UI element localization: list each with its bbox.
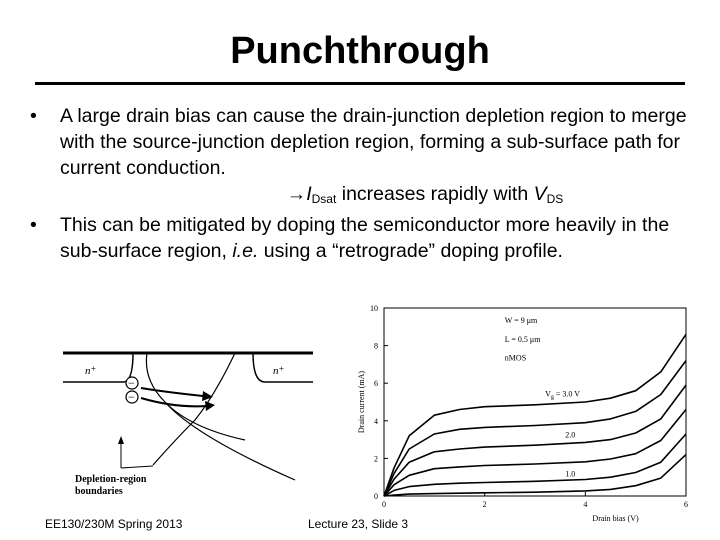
bullet-1-text: A large drain bias can cause the drain-junction depletion region to merge with the source-junction depletion region, forming a sub-surface path for current conduction.	[60, 105, 687, 179]
footer-course: EE130/230M Spring 2013	[45, 517, 183, 531]
pointer-1-arrowhead-icon	[118, 436, 124, 444]
iv-curve-4	[384, 410, 686, 497]
x-tick-label: 6	[684, 500, 688, 509]
bullet-2-text-before: This can be mitigated by doping the semiconductor more heavily in the sub-surface region,	[60, 214, 670, 262]
current-arrow-2-icon	[141, 398, 207, 406]
current-arrow-1-icon	[141, 388, 203, 396]
bullet-list	[30, 103, 710, 264]
electron-2-sign: −	[128, 390, 135, 404]
result-middle-text: increases rapidly with	[336, 183, 534, 205]
depletion-label-line2: boundaries	[75, 486, 123, 497]
arrow-icon: →	[286, 183, 307, 205]
punchthrough-diagram	[55, 340, 325, 510]
curve-label-mid: 2.0	[565, 430, 576, 440]
slide-title: Punchthrough	[230, 30, 490, 72]
curve-label-top: $V_g = 3.0$ V	[545, 389, 581, 401]
source-junction	[63, 353, 133, 382]
label-pointer-2	[121, 466, 153, 468]
depletion-boundary-1	[146, 353, 245, 440]
title-underline	[35, 82, 685, 85]
footer-slide-number: Lecture 23, Slide 3	[308, 517, 409, 531]
vds-symbol: V	[533, 183, 547, 205]
bullet-2-text-italic: i.e.	[232, 240, 259, 262]
idsat-subscript: Dsat	[311, 192, 337, 206]
bullet-1	[30, 103, 710, 212]
x-axis-label: Drain bias (V)	[592, 514, 639, 523]
iv-curve-5	[384, 434, 686, 496]
n-plus-left-label: n⁺	[85, 365, 97, 377]
bullet-2	[30, 212, 710, 264]
vds-subscript: DS	[546, 192, 564, 206]
x-tick-label: 2	[482, 500, 487, 509]
y-tick-label: 6	[374, 379, 378, 389]
idsat-symbol: I	[306, 183, 312, 205]
x-tick-label: 0	[382, 500, 386, 509]
depletion-label-line1: Depletion-region	[75, 474, 147, 485]
y-tick-label: 10	[370, 304, 378, 313]
param-type: nMOS	[504, 353, 527, 363]
n-plus-right-label: n⁺	[273, 365, 285, 377]
iv-curve-1	[384, 334, 686, 496]
y-tick-label: 2	[374, 454, 378, 464]
bullet-2-text-after: using a “retrograde” doping profile.	[258, 240, 563, 262]
electron-1-sign: −	[128, 376, 135, 390]
depletion-boundary-2	[153, 353, 235, 465]
iv-curve-3	[384, 385, 686, 496]
y-tick-label: 0	[374, 492, 378, 501]
curve-label-low: 1.0	[565, 469, 576, 479]
iv-curve-6	[384, 455, 686, 496]
current-arrowhead-2-icon	[205, 401, 215, 411]
iv-curve-2	[384, 361, 686, 496]
depletion-boundary-3	[165, 402, 295, 480]
result-line	[140, 181, 710, 212]
param-width: W = 9 μm	[504, 316, 538, 326]
bullet-dot: •	[30, 214, 37, 236]
y-axis-label: Drain current (mA)	[357, 370, 366, 434]
y-tick-label: 8	[374, 341, 378, 351]
x-tick-label: 4	[583, 500, 588, 509]
y-tick-label: 4	[374, 416, 378, 426]
iv-chart	[348, 298, 698, 523]
bullet-dot: •	[30, 105, 37, 127]
param-length: L = 0.5 μm	[504, 334, 541, 344]
